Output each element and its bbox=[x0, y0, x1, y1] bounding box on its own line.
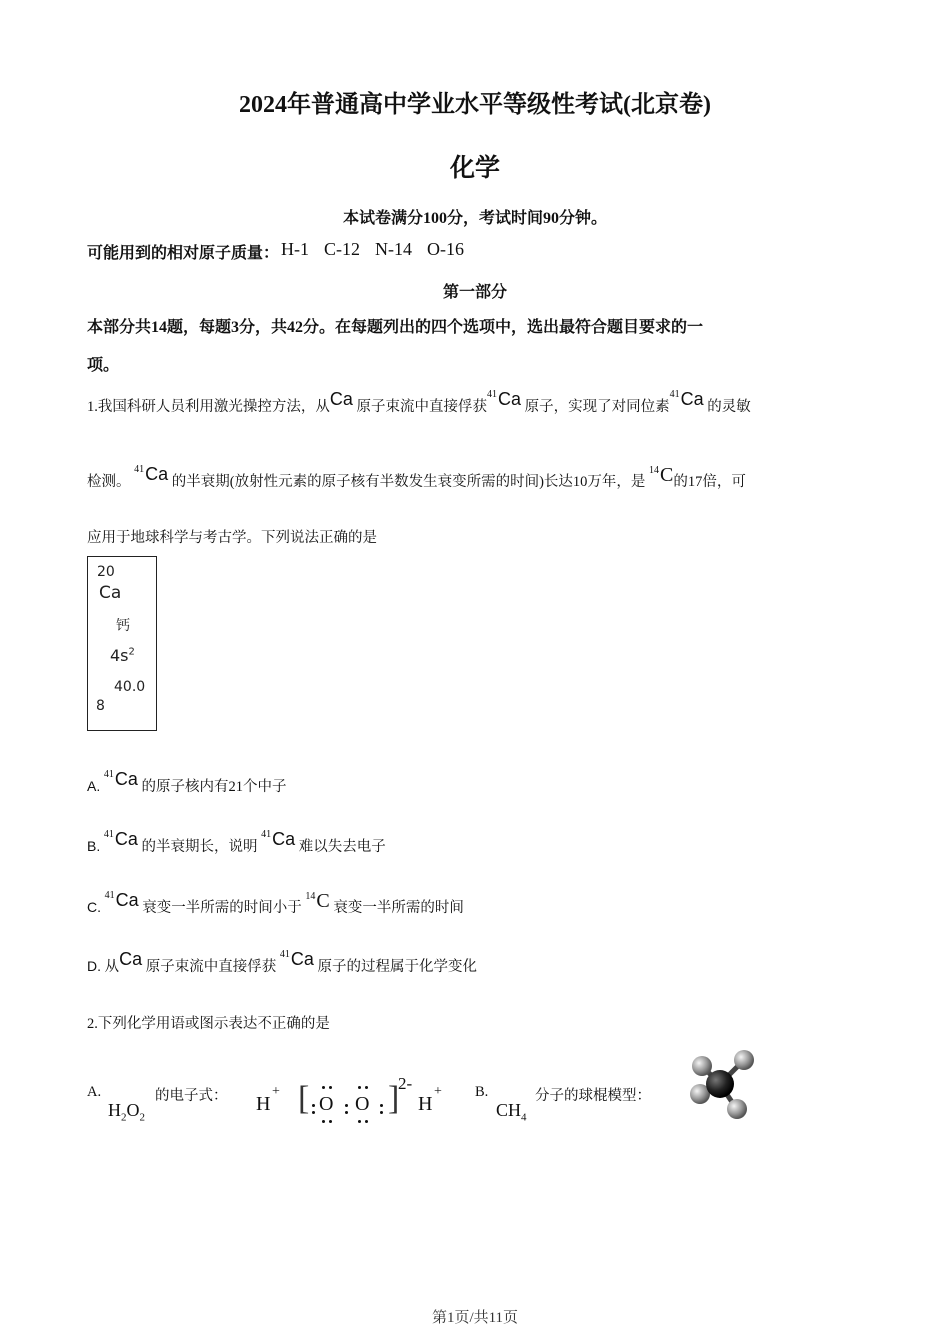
option-text: 原子的过程属于化学变化 bbox=[317, 959, 478, 975]
isotope-c14: $^{14}$C bbox=[305, 890, 330, 912]
exam-info: 本试卷满分100分，考试时间90分钟。 bbox=[342, 210, 607, 227]
q1-text: 的17倍，可 bbox=[673, 474, 746, 490]
part-instructions: 本部分共14题，每题3分，共42分。在每题列出的四个选项中，选出最符合题目要求的一 bbox=[87, 319, 704, 336]
option-text: 原子束流中直接俘获 bbox=[145, 959, 277, 975]
atomic-masses-label: 可能用到的相对原子质量： bbox=[87, 245, 280, 262]
isotope-ca41: $^{41}$Ca bbox=[279, 949, 314, 969]
exam-title: 2024年普通高中学业水平等级性考试(北京卷) bbox=[239, 92, 711, 118]
isotope-ca41: $^{41}$Ca bbox=[103, 829, 138, 849]
option-text: 难以失去电子 bbox=[298, 839, 386, 855]
charge-label: 2- bbox=[398, 1074, 413, 1093]
q2-text: 下列化学用语或图示表达不正确的是 bbox=[97, 1016, 330, 1032]
ch4-formula: $CH_4$ bbox=[496, 1100, 527, 1124]
hydrogen-ion: H bbox=[256, 1093, 271, 1115]
q1-text: 的半衰期(放射性元素的原子核有半数发生衰变所需的时间)长达10万年，是 bbox=[171, 474, 646, 490]
q1-option-d[interactable] bbox=[87, 949, 478, 976]
atomic-masses bbox=[87, 240, 464, 263]
option-text: 衰变一半所需的时间 bbox=[333, 900, 464, 916]
q1-line2 bbox=[87, 464, 746, 492]
h2o2-formula: $H_2O_2$ bbox=[108, 1100, 145, 1124]
isotope-ca41: $^{41}$Ca bbox=[134, 464, 169, 484]
q1-line3: 应用于地球科学与考古学。下列说法正确的是 bbox=[87, 530, 377, 546]
q2-stem bbox=[87, 1012, 330, 1033]
element-symbol: Ca bbox=[99, 583, 122, 603]
option-letter: C. bbox=[87, 899, 101, 915]
hydrogen-ion: H bbox=[418, 1093, 433, 1115]
isotope-ca41: $^{41}$Ca bbox=[261, 829, 296, 849]
option-text: 衰变一半所需的时间小于 bbox=[142, 900, 302, 916]
atomic-mass-cont: 8 bbox=[96, 698, 105, 714]
q1-number: 1. bbox=[87, 399, 98, 415]
option-text: 从 bbox=[104, 959, 120, 975]
option-text: 的半衰期长，说明 bbox=[141, 839, 258, 855]
option-letter: A. bbox=[87, 778, 101, 794]
atomic-masses-values: H-1 C-12 N-14 O-16 bbox=[281, 239, 464, 259]
q2-option-b-letter[interactable]: B. bbox=[475, 1084, 489, 1100]
h2o2-lewis-structure: H + [ O O ] 2- H + bbox=[256, 1078, 456, 1128]
part-title: 第一部分 bbox=[442, 284, 507, 301]
page-footer: 第1页/共11页 bbox=[431, 1310, 519, 1326]
q2-option-a-text: 的电子式： bbox=[155, 1088, 228, 1104]
methane-ball-stick-model-icon bbox=[684, 1044, 764, 1124]
isotope-ca: Ca bbox=[329, 389, 353, 409]
q1-option-c[interactable] bbox=[87, 890, 464, 918]
q1-option-a[interactable] bbox=[87, 769, 287, 796]
q1-text: 的灵敏 bbox=[707, 399, 751, 415]
option-letter: B. bbox=[87, 838, 101, 854]
oxygen-atom: O bbox=[355, 1093, 370, 1115]
atomic-number: 20 bbox=[97, 564, 115, 580]
isotope-ca41: $^{41}$Ca bbox=[487, 389, 522, 409]
q1-text: 原子束流中直接俘获 bbox=[356, 399, 488, 415]
isotope-ca41: $^{41}$Ca bbox=[103, 769, 138, 789]
option-text: 的原子核内有21个中子 bbox=[141, 779, 287, 795]
electron-config: $4s^2$ bbox=[110, 646, 135, 665]
q1-text: 原子，实现了对同位素 bbox=[524, 399, 670, 415]
element-name: 钙 bbox=[116, 618, 130, 634]
q2-option-a-letter[interactable]: A. bbox=[87, 1084, 102, 1100]
q2-option-b-text: 分子的球棍模型： bbox=[535, 1088, 651, 1104]
option-letter: D. bbox=[87, 958, 101, 974]
q1-line1 bbox=[87, 389, 751, 416]
calcium-element-card bbox=[87, 556, 157, 731]
atomic-mass: 40.0 bbox=[114, 679, 146, 695]
subject-title: 化学 bbox=[449, 155, 500, 182]
q2-number: 2. bbox=[87, 1016, 98, 1032]
q1-text: 我国科研人员利用激光操控方法，从 bbox=[97, 399, 330, 415]
oxygen-atom: O bbox=[319, 1093, 334, 1115]
isotope-ca41: $^{41}$Ca bbox=[669, 389, 704, 409]
isotope-c14: $^{14}$C bbox=[649, 464, 674, 486]
isotope-ca41: $^{41}$Ca bbox=[104, 890, 139, 910]
q1-option-b[interactable] bbox=[87, 829, 386, 856]
q1-text: 检测。 bbox=[87, 474, 131, 490]
part-instructions-cont: 项。 bbox=[87, 357, 120, 374]
isotope-ca: Ca bbox=[119, 949, 143, 969]
